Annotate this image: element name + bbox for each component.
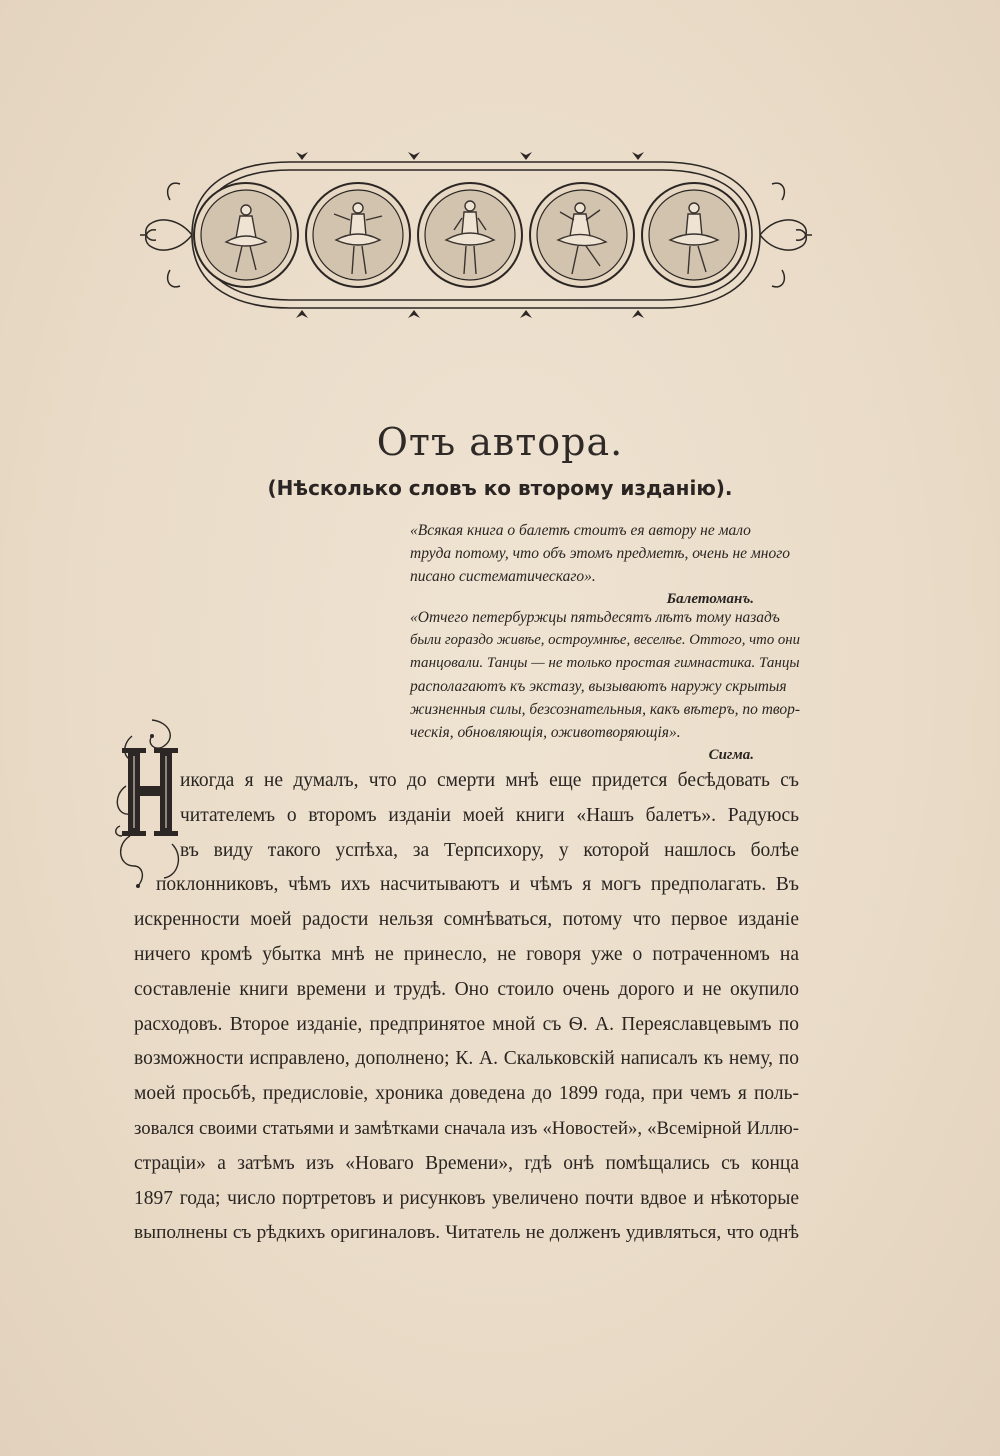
epigraph-line: танцовали. Танцы — не только простая гимнастика. Танцы [410,655,800,671]
text-line: читателемъ о второмъ изданіи моей книги «Нашъ балетъ». Радуюсь [180,804,799,826]
text-line: расходовъ. Второе изданіе, предпринятое мной съ Ѳ. А. Переяславцевымъ по [134,1013,799,1035]
medallion-2 [306,183,410,287]
epigraph-line: «Отчего петербуржцы пятьдесятъ лѣтъ тому назадъ [410,609,780,626]
medallion-1 [194,183,298,287]
main-text [134,764,799,1251]
epigraph-line: жизненныя силы, безсознательныя, какъ вѣтеръ, по твор- [410,701,801,718]
epigraph-line: располагаютъ къ экстазу, вызываютъ наружу скрытыя [410,678,787,695]
text-line: искренности моей радости нельзя сомнѣваться, потому что первое изданіе [134,909,799,931]
left-scroll-ornament [140,183,192,287]
text-line: въ виду такого успѣха, за Терпсихору, у которой нашлось болѣе [180,839,799,861]
text-line: ничего кромѣ убытка мнѣ не принесло, не говоря уже о потраченномъ на [134,943,799,965]
epigraph-line: труда потому, что объ этомъ предметѣ, очень не много [410,545,791,562]
epigraph-line: «Всякая книга о балетѣ стоитъ ея автору не мало [410,522,751,539]
right-scroll-ornament [760,183,812,287]
medallion-5 [642,183,746,287]
text-line: икогда я не думалъ, что до смерти мнѣ еще придется бесѣдовать съ [180,770,799,791]
chapter-subtitle: (Нѣсколько словъ ко второму изданію). [267,476,733,500]
medallion-3 [418,183,522,287]
text-line: возможности исправлено, дополнено; К. А. Скальковскій написалъ къ нему, по [134,1048,799,1070]
ballet-headpiece-ornament [140,150,812,320]
text-line: поклонниковъ, чѣмъ ихъ насчитываютъ и чѣмъ я могъ предполагать. Въ [156,874,799,896]
text-line: 1897 года; число портретовъ и рисунковъ увеличено почти вдвое и нѣкоторые [134,1187,799,1209]
chapter-title: Отъ автора. [376,420,624,464]
text-line: составленіе книги времени и трудѣ. Оно стоило очень дорого и не окупило [134,978,799,1000]
epigraph-2 [410,606,802,767]
medallion-4 [530,183,634,287]
epigraph-line: писано систематическаго». [410,568,596,585]
epigraph-line: ческія, обновляющія, оживотворяющія». [410,724,681,741]
text-line: зовался своими статьями и замѣтками сначала изъ «Новостей», «Всемірной Иллю- [134,1117,799,1139]
text-line: страціи» а затѣмъ изъ «Новаго Времени», гдѣ онѣ помѣщались съ конца [134,1152,799,1174]
epigraph-signature: Сигма. [708,747,754,763]
text-line: выполнены съ рѣдкихъ оригиналовъ. Читатель не долженъ удивляться, что однѣ [134,1222,799,1244]
epigraph-1 [410,519,802,611]
epigraph-line: были гораздо живѣе, остроумнѣе, веселѣе. Оттого, что они [410,632,800,648]
text-line: моей просьбѣ, предисловіе, хроника доведена до 1899 года, при чемъ я поль- [134,1083,799,1105]
epigraph-signature: Балетоманъ. [666,591,754,607]
